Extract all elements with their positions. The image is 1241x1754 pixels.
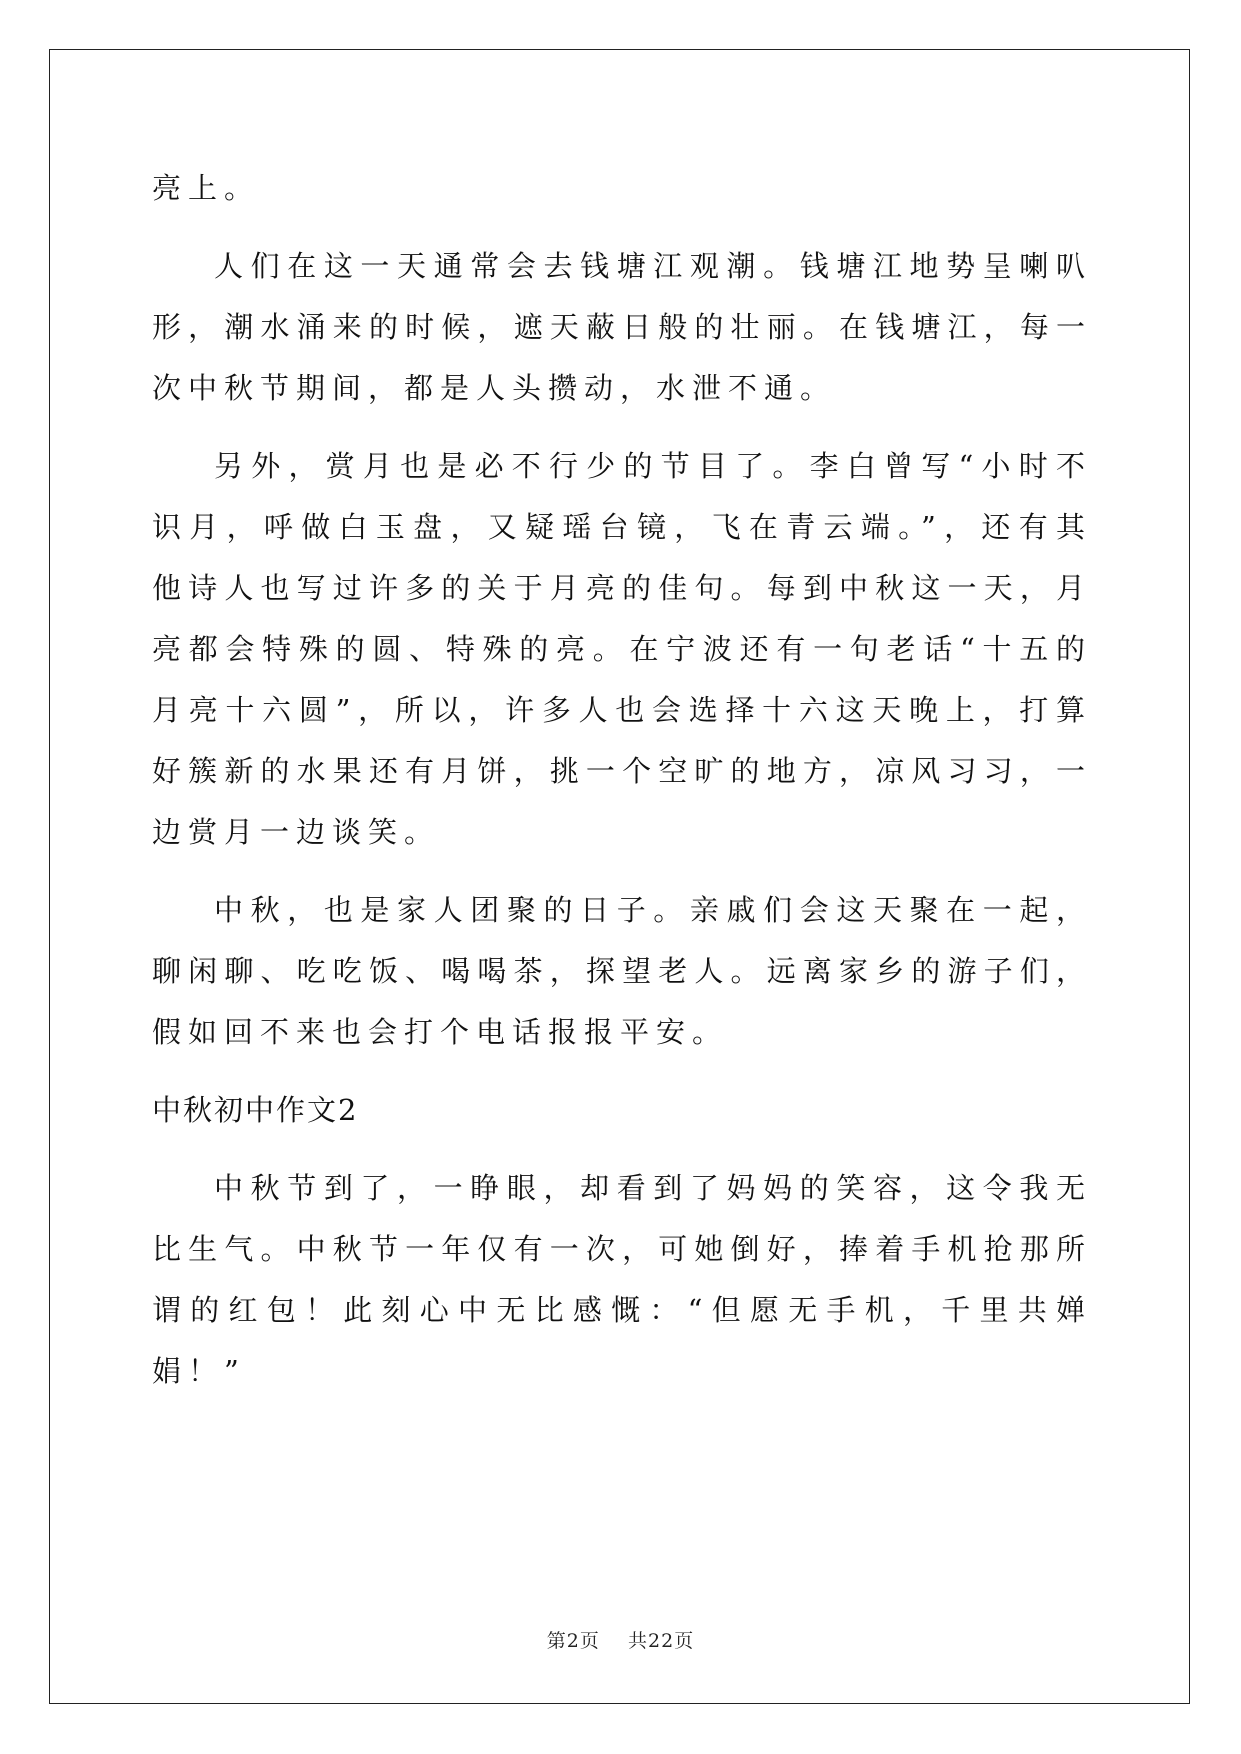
- section-heading: 中秋初中作文2: [152, 1093, 359, 1127]
- paragraph: 中秋，也是家人团聚的日子。亲戚们会这天聚在一起，聊闲聊、吃吃饭、喝喝茶，探望老人。远离家乡的游子们，假如回不来也会打个电话报报平安。: [152, 893, 1092, 1049]
- document-body: [152, 158, 1092, 1419]
- page-number: 第2页: [546, 1630, 600, 1652]
- paragraph: 另外，赏月也是必不行少的节目了。李白曾写“小时不识月，呼做白玉盘，又疑瑶台镜，飞在青云端。”，还有其他诗人也写过许多的关于月亮的佳句。每到中秋这一天，月亮都会特殊的圆、特殊的亮。在宁波还有一句老话“十五的月亮十六圆”，所以，许多人也会选择十六这天晚上，打算好簇新的水果还有月饼，挑一个空旷的地方，凉风习习，一边赏月一边谈笑。: [152, 449, 1092, 849]
- paragraph: 中秋节到了，一睁眼，却看到了妈妈的笑容，这令我无比生气。中秋节一年仅有一次，可她倒好，捧着手机抢那所谓的红包！此刻心中无比感慨：“但愿无手机，千里共婵娟！”: [152, 1171, 1092, 1388]
- paragraph: 人们在这一天通常会去钱塘江观潮。钱塘江地势呈喇叭形，潮水涌来的时候，遮天蔽日般的壮丽。在钱塘江，每一次中秋节期间，都是人头攒动，水泄不通。: [152, 249, 1092, 405]
- page-footer: [0, 1626, 1241, 1653]
- page-total: 共22页: [628, 1630, 695, 1652]
- paragraph: 亮上。: [152, 171, 261, 205]
